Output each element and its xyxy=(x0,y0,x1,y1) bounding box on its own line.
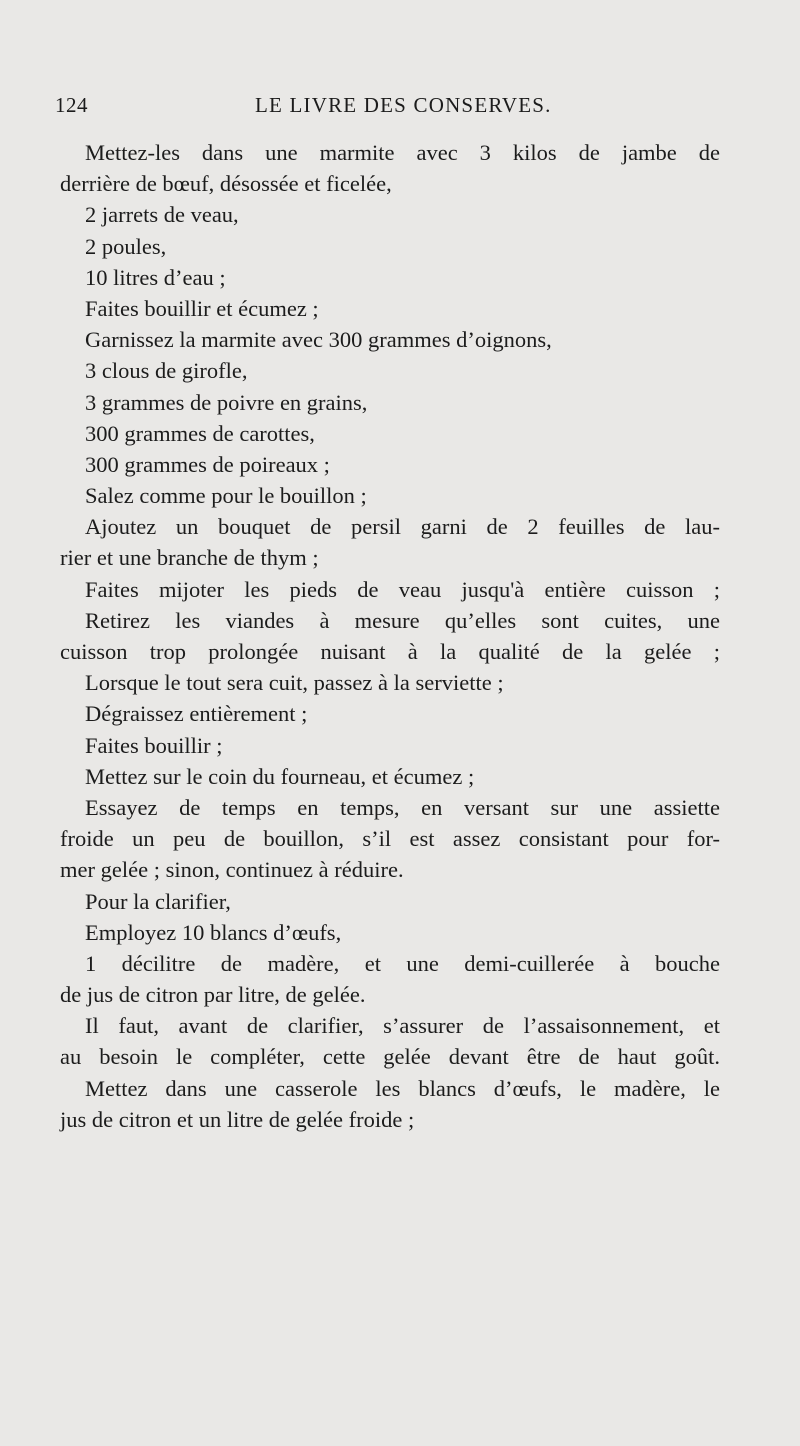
text-line: 10 litres d’eau ; xyxy=(85,264,226,290)
text-line: cuisson trop prolongée nuisant à la qualité de la gelée ; xyxy=(60,639,720,664)
text-line: Pour la clarifier, xyxy=(85,888,231,914)
running-title: LE LIVRE DES CONSERVES. xyxy=(255,93,552,117)
text-line: Mettez-les dans une marmite avec 3 kilos de jambe de xyxy=(85,140,720,165)
text-line: 300 grammes de poireaux ; xyxy=(85,451,330,477)
text-line: de jus de citron par litre, de gelée. xyxy=(60,982,366,1008)
text-line: Ajoutez un bouquet de persil garni de 2 feuilles de lau- xyxy=(85,514,720,540)
text-line: Garnissez la marmite avec 300 grammes d’oignons, xyxy=(85,327,552,353)
text-line: rier et une branche de thym ; xyxy=(60,545,319,571)
text-line: froide un peu de bouillon, s’il est assez consistant pour for- xyxy=(60,826,720,852)
text-line: Il faut, avant de clarifier, s’assurer de l’assaisonnement, et xyxy=(85,1013,720,1039)
text-line: 3 clous de girofle, xyxy=(85,358,248,384)
text-line: 2 jarrets de veau, xyxy=(85,202,239,228)
text-line: au besoin le compléter, cette gelée devant être de haut goût. xyxy=(60,1044,720,1070)
text-line: Salez comme pour le bouillon ; xyxy=(85,483,367,509)
text-line: 2 poules, xyxy=(85,233,167,259)
text-line: Mettez sur le coin du fourneau, et écumez ; xyxy=(85,763,475,789)
text-line: Retirez les viandes à mesure qu’elles sont cuites, une xyxy=(85,607,720,633)
text-line: 1 décilitre de madère, et une demi-cuillerée à bouche xyxy=(85,950,720,976)
text-line: 300 grammes de carottes, xyxy=(85,420,315,446)
text-line: Faites mijoter les pieds de veau jusqu'à entière cuisson ; xyxy=(85,576,720,602)
text-line: jus de citron et un litre de gelée froide ; xyxy=(60,1106,415,1132)
text-line: Mettez dans une casserole les blancs d’œufs, le madère, le xyxy=(85,1075,720,1101)
text-line: Faites bouillir ; xyxy=(85,732,223,758)
page-number: 124 xyxy=(55,93,88,117)
text-line: Employez 10 blancs d’œufs, xyxy=(85,919,342,945)
text-line: Faites bouillir et écumez ; xyxy=(85,295,319,321)
recipe-text xyxy=(60,137,720,1135)
text-line: derrière de bœuf, désossée et ficelée, xyxy=(60,171,392,197)
page-header xyxy=(55,93,745,123)
text-line: 3 grammes de poivre en grains, xyxy=(85,389,368,415)
text-line: Dégraissez entièrement ; xyxy=(85,701,308,727)
text-line: Lorsque le tout sera cuit, passez à la serviette ; xyxy=(85,670,504,696)
text-line: Essayez de temps en temps, en versant sur une assiette xyxy=(85,794,720,820)
text-line: mer gelée ; sinon, continuez à réduire. xyxy=(60,857,404,883)
